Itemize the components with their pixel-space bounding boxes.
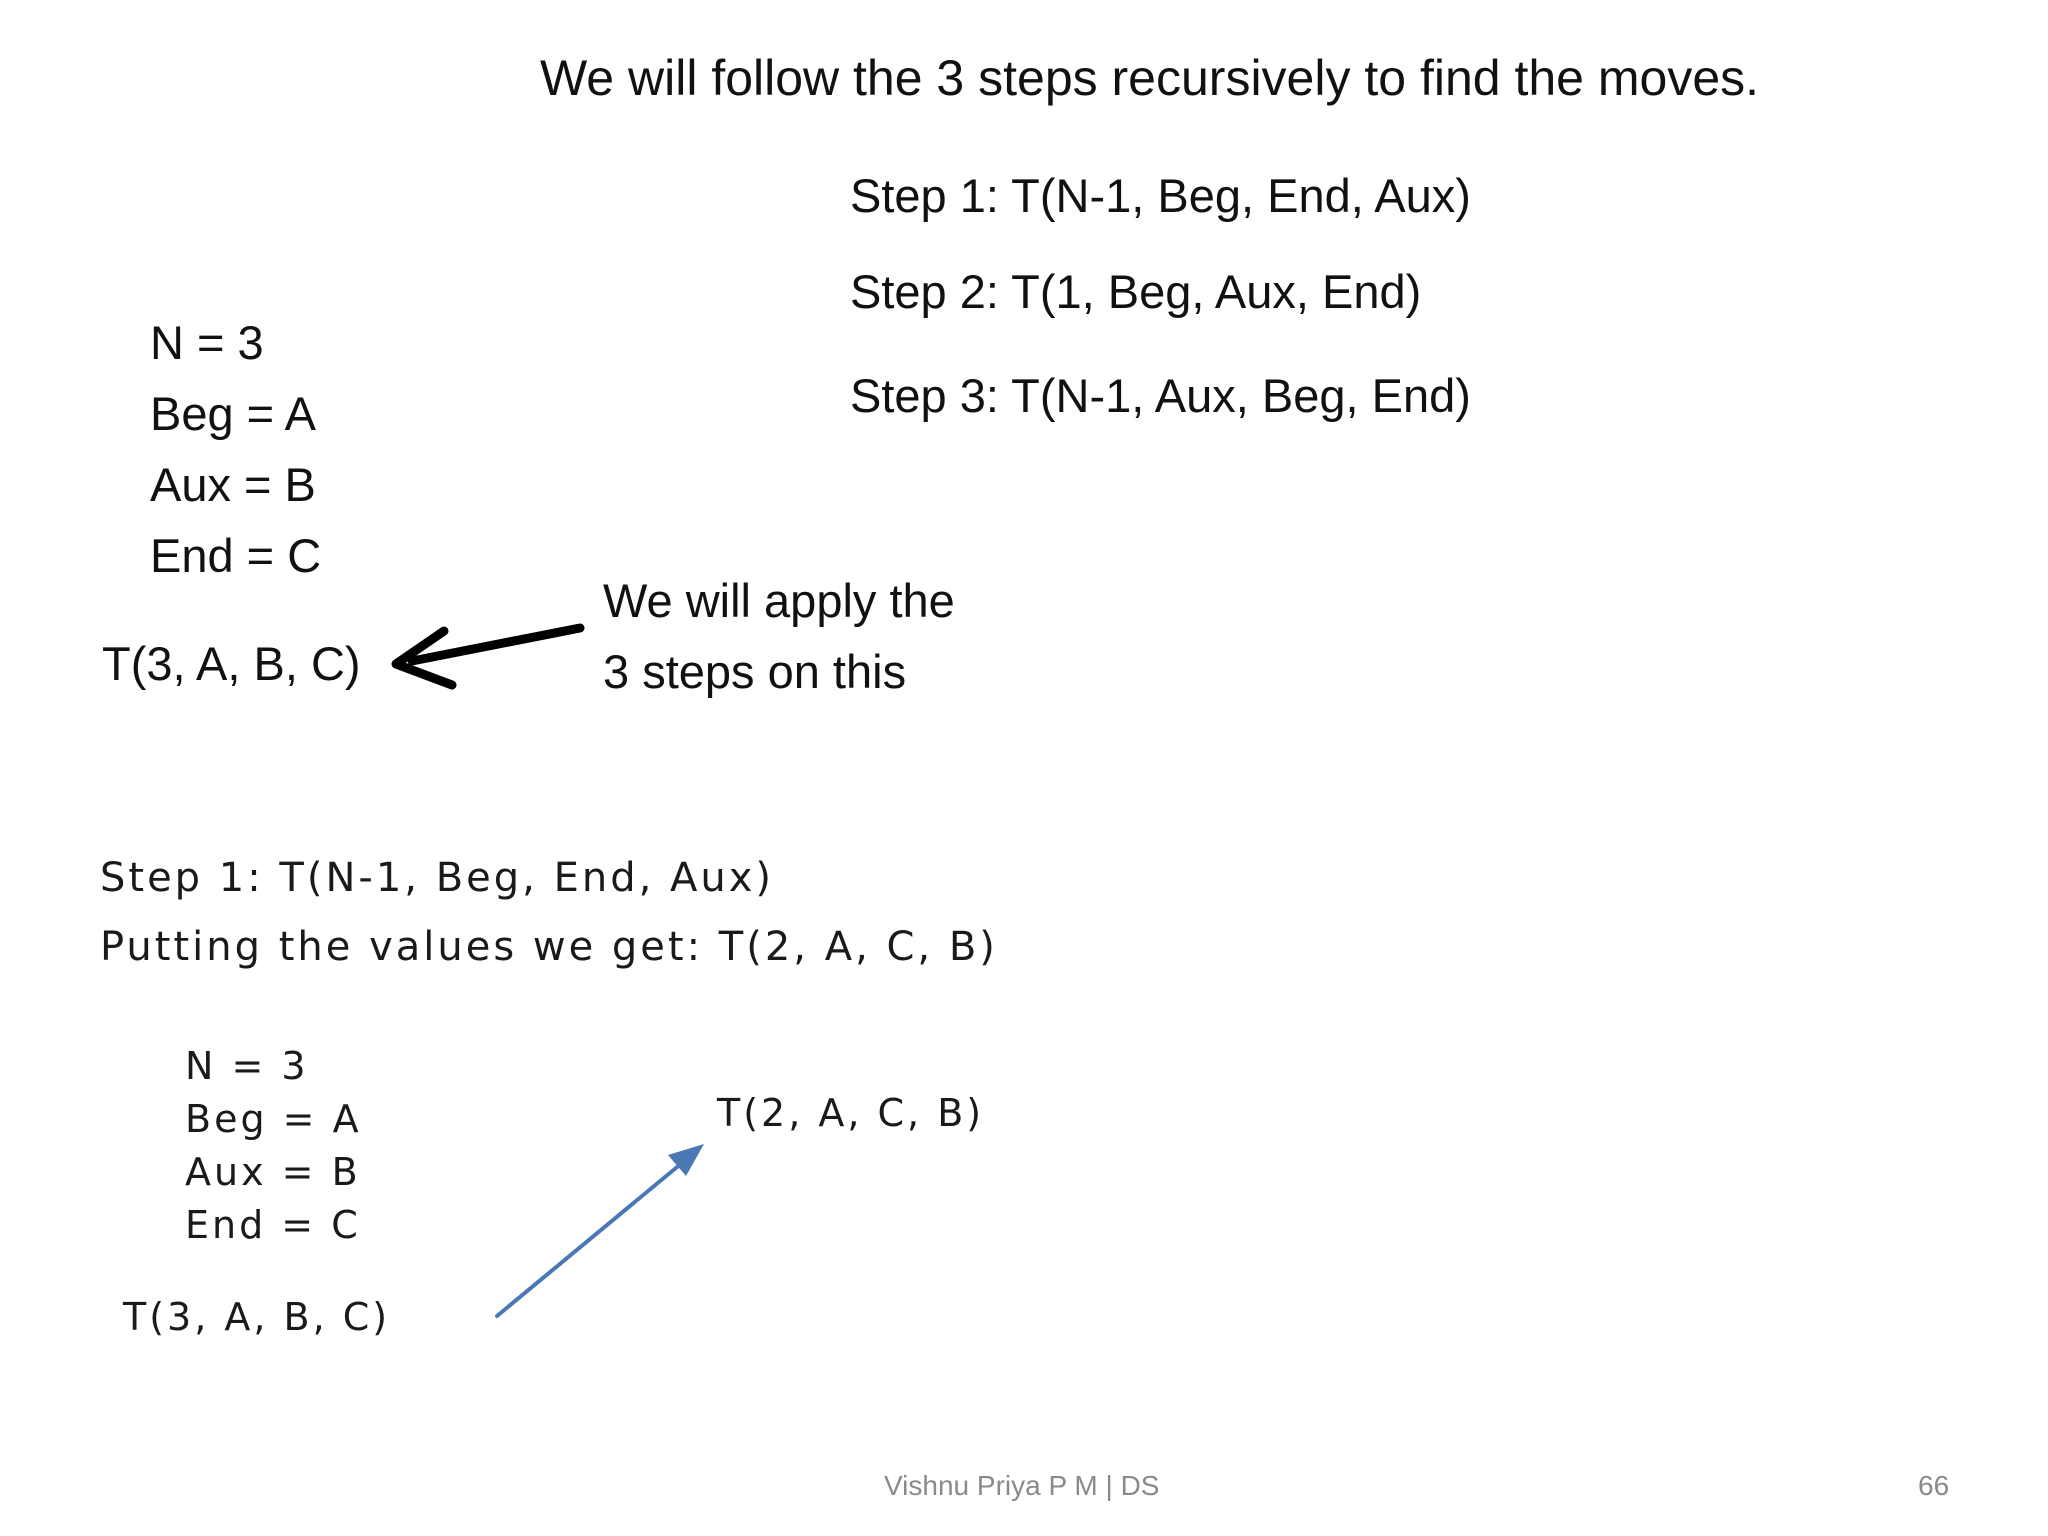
image-var-aux: Aux = B	[185, 1150, 361, 1194]
var-beg: Beg = A	[150, 387, 316, 440]
var-n: N = 3	[150, 316, 264, 369]
image-call-result: T(2, A, C, B)	[717, 1091, 985, 1135]
image-step-title: Step 1: T(N-1, Beg, End, Aux)	[100, 855, 775, 901]
image-var-beg: Beg = A	[185, 1097, 362, 1141]
annotation-line-1: We will apply the	[603, 574, 955, 627]
annotation-line-2: 3 steps on this	[603, 645, 907, 698]
slide-heading: We will follow the 3 steps recursively to find the moves.	[540, 50, 1760, 106]
step-1: Step 1: T(N-1, Beg, End, Aux)	[850, 169, 1471, 222]
image-putting-line: Putting the values we get: T(2, A, C, B)	[100, 924, 998, 970]
image-var-end: End = C	[185, 1203, 361, 1247]
step-3: Step 3: T(N-1, Aux, Beg, End)	[850, 369, 1471, 422]
var-aux: Aux = B	[150, 458, 316, 511]
footer-author: Vishnu Priya P M | DS	[884, 1470, 1160, 1501]
image-var-n: N = 3	[185, 1044, 309, 1088]
step-2: Step 2: T(1, Beg, Aux, End)	[850, 265, 1422, 318]
page-number: 66	[1918, 1470, 1950, 1501]
image-call-source: T(3, A, B, C)	[123, 1295, 391, 1339]
top-call: T(3, A, B, C)	[102, 637, 361, 690]
var-end: End = C	[150, 529, 322, 582]
